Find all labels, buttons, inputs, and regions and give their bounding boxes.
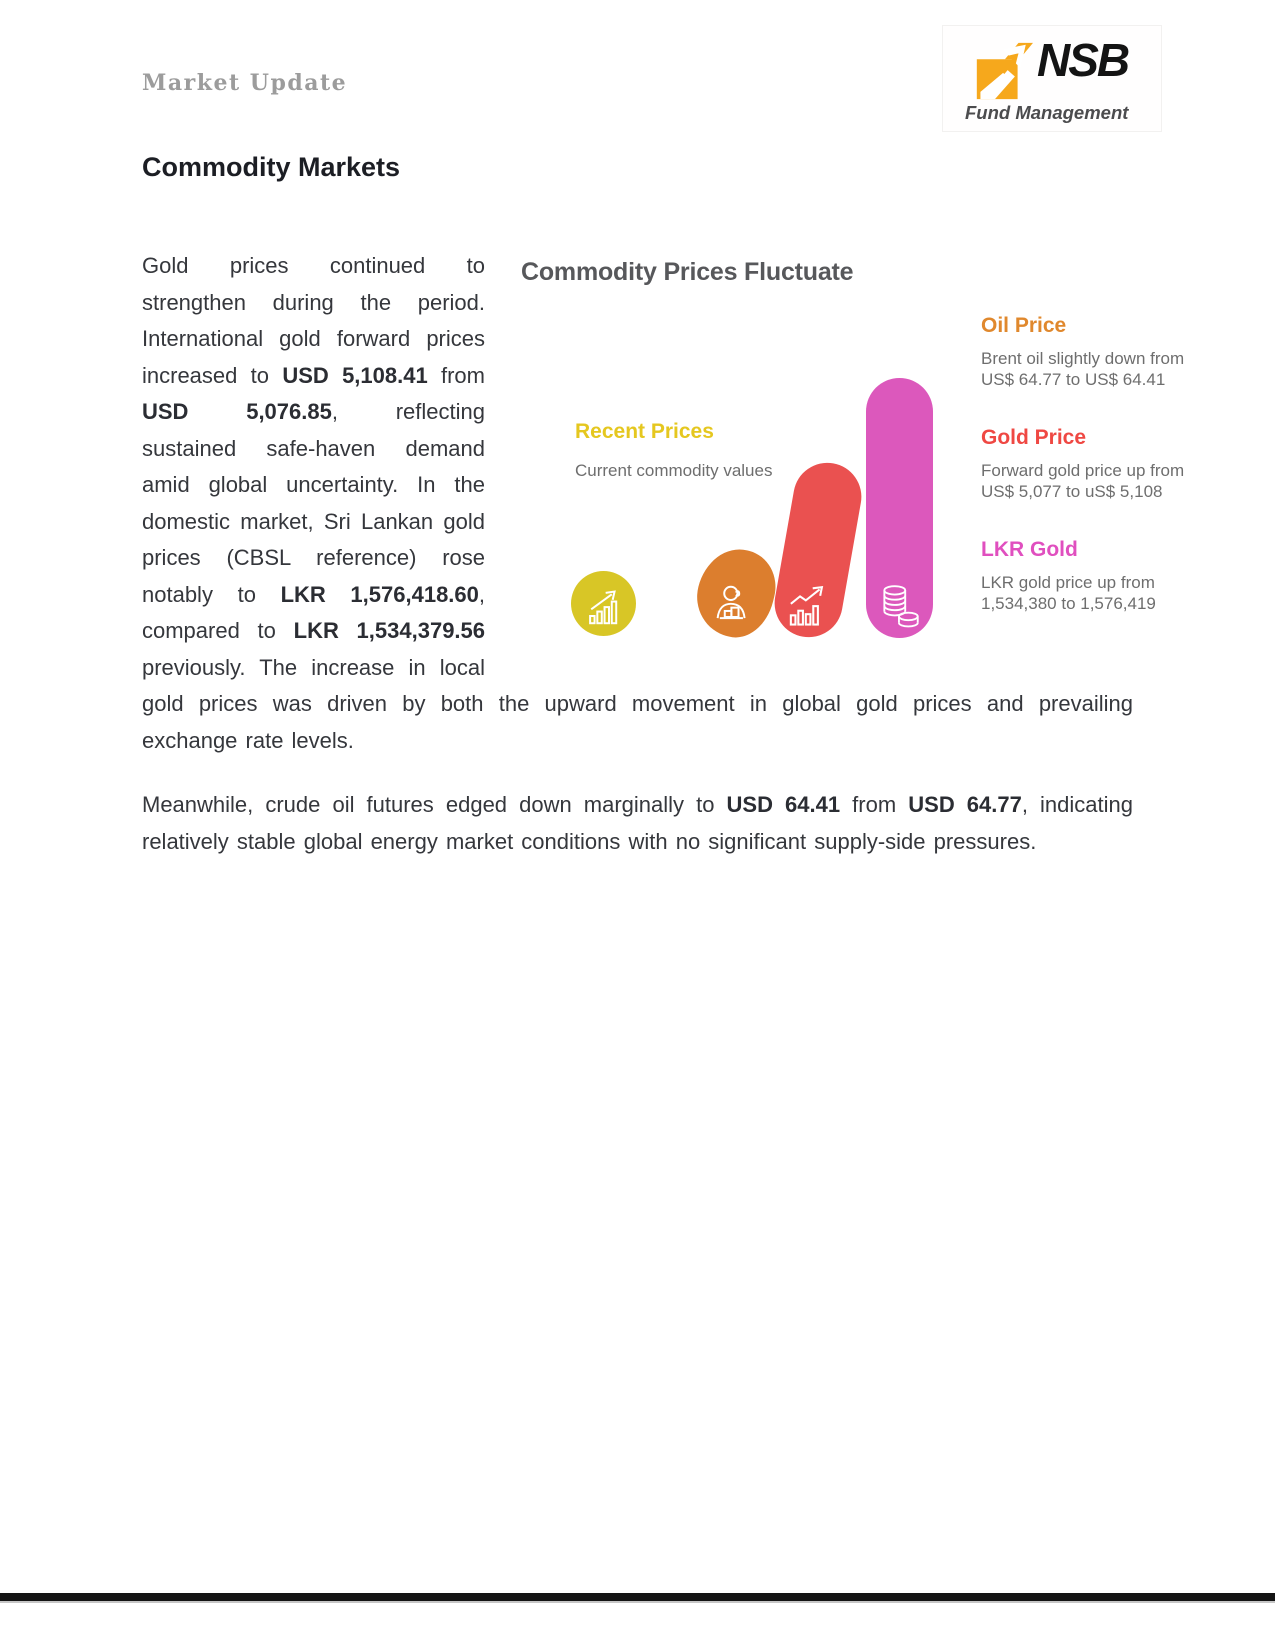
lkr-gold-item [981,538,1221,614]
gold-market-paragraph: Gold prices continued to strengthen during the period. International gold forward prices increased to USD 5,108.41 from USD 5,076.85, reflecting sustained safe-haven demand amid global uncertainty. In the domestic market, Sri Lankan gold prices (CBSL reference) rose notably to LKR 1,576,418.60, compared to LKR 1,534,379.56 previously. The increase in local gold prices was driven by both the upward movement in global gold prices and prevailing exchange rate levels. [142,253,1133,753]
orange-blob [688,541,783,645]
oil-price-item [981,314,1221,390]
pink-capsule-blob [866,378,933,638]
price-panel [981,314,1221,650]
infographic-title: Commodity Prices Fluctuate [521,258,854,286]
lkr-gold-heading: LKR Gold [981,538,1078,561]
growth-bar-chart-icon [584,586,624,626]
yellow-circle-blob [571,571,636,636]
gold-price-heading: Gold Price [981,426,1087,449]
nsb-logo [942,25,1162,132]
commodity-infographic [495,248,1213,668]
gold-price-description: Forward gold price up from US$ 5,077 to uS$ 5,108 [981,461,1185,501]
recent-prices-subtitle: Current commodity values [575,461,773,480]
oil-price-description: Brent oil slightly down from US$ 64.77 to US$ 64.41 [981,349,1185,389]
page-header [142,34,1133,123]
oil-price-heading: Oil Price [981,314,1067,337]
article-body [142,248,1185,860]
footer-rule [0,1593,1275,1601]
oil-market-paragraph: Meanwhile, crude oil futures edged down marginally to USD 64.41 from USD 64.77, indicating relatively stable global energy market conditions with no significant supply-side pressures. [142,792,1133,854]
running-header-label: Market Update [142,70,348,96]
recent-prices-heading: Recent Prices [575,420,714,443]
trader-person-icon [712,581,756,625]
lkr-gold-description: LKR gold price up from 1,534,380 to 1,576,419 [981,573,1156,613]
gold-price-item [981,426,1221,502]
logo-tagline: Fund Management [965,102,1129,123]
logo-name: NSB [1037,34,1129,86]
red-capsule-blob [769,457,867,642]
footer-rule-shadow [0,1601,1275,1603]
section-heading: Commodity Markets [142,152,401,182]
nsb-arrow-icon [975,40,1033,102]
rising-trend-chart-icon [785,583,831,629]
coin-stack-icon [877,582,923,630]
